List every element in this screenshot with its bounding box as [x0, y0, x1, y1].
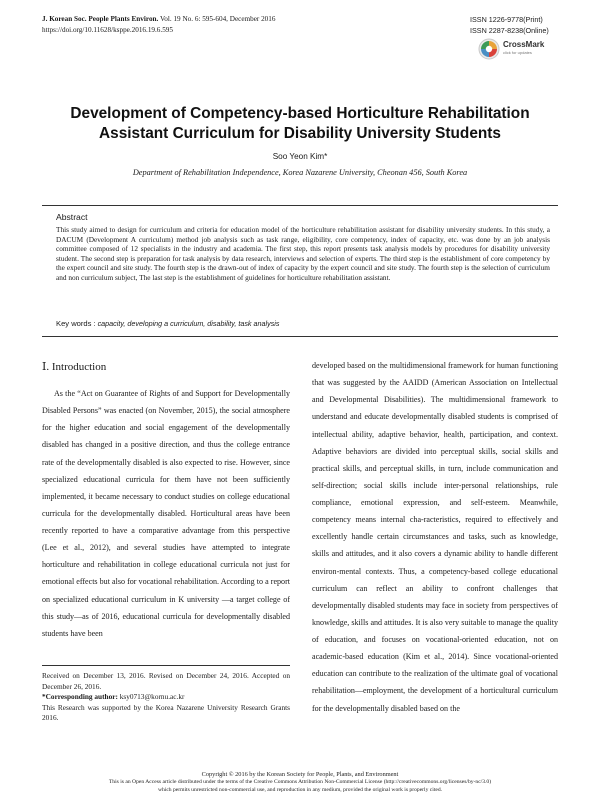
page-footer: [0, 771, 600, 794]
paper-title: [40, 104, 560, 144]
crossmark-title: CrossMark: [503, 40, 545, 49]
copyright-line: Copyright © 2016 by the Korean Society for People, Plants, and Environment: [201, 771, 399, 778]
issn-online: ISSN 2287-8238(Online): [470, 26, 549, 35]
funding-note: This Research was supported by the Korea Nazarene University Research Grants 2016.: [42, 702, 290, 723]
license-line-1: This is an Open Access article distributed under the terms of the Creative Commons Attribution Non-Commercial License (http://creativecommons.org/licenses/by-nc/3.0): [108, 778, 492, 785]
abstract-top-rule: [42, 205, 558, 206]
author-affiliation: Department of Rehabilitation Independence, Korea Nazarene University, Cheonan 456, South Korea: [132, 168, 468, 177]
corresponding-label: *Corresponding author:: [42, 692, 118, 702]
journal-header: [42, 14, 275, 36]
intro-right-column: developed based on the multidimensional framework for human functioning that was suggested by the AAIDD (American Association on Intellectual and Developmental Disabilities). The multidimensional framework to understand and educate developmentally disabled students is comprised of intellectual ability, adaptive behavior, health, participation, and context. Adaptive behaviors are divided into perceptual skills, social skills and practical skills, and perceptual skills, in turn, include communication and self-direction; social skills include inter-personal relationships, rule compliance, emotional expression, and self-esteem. Meanwhile, competency means internal cha-racteristics, required to effectively and excellently handle certain circumstances and tasks, such as knowledge, skills and attitudes, and it also covers a dynamic ability to handle different environ-mental contexts. Thus, a competency-based college educational curriculum can reflect an ability to confront challenges that developmentally disabled students may face in society from perspectives of knowledge, skills and attitudes. It is also very suitable to manage the quality of education, and focuses on vocational-oriented education, not on academic-based education (Kim et al., 2014). Since vocational-oriented education can contribute to the realization of the ultimate goal of vocational rehabilitation—employment, the development of a horticultural curriculum for the developmentally disabled based on the: [312, 361, 558, 713]
keywords-label: Key words :: [56, 319, 96, 328]
crossmark-badge[interactable]: [478, 38, 544, 60]
abstract-text: This study aimed to design for curriculum and criteria for education model of the horticulture rehabilitation assistant for disability university students. In this study, a DACUM (Development A curriculum) method job analysis such as task range, eligibility, core competency, index of capacity, etc. was done by an job analysis committee composed of 12 specialists in the industry and academia. The first step, this report presents task analysis models by procedures for disability university student. The second step is preparation for task analysis by data research, interviews and selection of experts. The third step is the establishment of core competency by the expert council and site study. The fourth step is the drawn-out of index of capacity by the expert council and site study. The fourth step is the selection of curriculum and non curriculum subject, The last step is the establishment of guidelines for horticulture rehabilitation assistant.: [56, 225, 550, 282]
footnote-rule: [42, 665, 290, 666]
crossmark-subtitle: click for updates: [503, 50, 532, 55]
keywords-line: [56, 319, 279, 328]
author-name: Soo Yeon Kim*: [272, 152, 328, 161]
section-heading: Ⅰ. Introduction: [42, 361, 107, 373]
footnote-block: [42, 671, 290, 724]
issn-print: ISSN 1226-9778(Print): [470, 15, 543, 24]
intro-left-column: As the “Act on Guarantee of Rights of and Support for Developmentally Disabled Persons” was enacted (on November, 2015), the social atmosphere for the higher education and social engagement of the developmentally disabled has changed in a positive direction, and thus the college entrance rate of the developmentally disabled is also expected to rise. However, since specialized educational curricula for them have not been sufficiently implemented, it became necessary to conduct studies on college educational curricula for the developmentally disabled. Horticultural areas have been recently reported to have a comparative advantage from this perspective (Lee et al., 2012), and several studies have attempted to integrate horticulture and rehabilitation in college educational curricula not just for emotional effects but also for vocational rehabilitation. According to a report on specialized educational curriculum in K university —a target college of this study—as of 2016, educational curricula for developmentally disabled students have been: [42, 389, 290, 638]
issn-block: [470, 14, 549, 36]
doi-link[interactable]: https://doi.org/10.11628/ksppe.2016.19.6.595: [42, 26, 173, 34]
crossmark-icon: [478, 38, 500, 60]
keywords-value: capacity, developing a curriculum, disability, task analysis: [97, 319, 280, 328]
title-line-2: Assistant Curriculum for Disability University Students: [99, 125, 501, 142]
license-line-2: which permits unrestricted non-commercial use, and reproduction in any medium, provided the original work is properly cited.: [157, 786, 443, 793]
corresponding-email[interactable]: ksy0713@kornu.ac.kr: [119, 692, 185, 702]
corresponding-author: [42, 692, 290, 703]
abstract-bottom-rule: [42, 336, 558, 337]
title-line-1: Development of Competency-based Horticulture Rehabilitation: [70, 105, 530, 122]
journal-citation: Vol. 19 No. 6: 595-604, December 2016: [160, 15, 276, 23]
abstract-heading: Abstract: [56, 212, 88, 222]
received-dates: Received on December 13, 2016. Revised on December 24, 2016. Accepted on December 26, 2016.: [42, 671, 290, 691]
journal-name: J. Korean Soc. People Plants Environ.: [42, 15, 159, 23]
